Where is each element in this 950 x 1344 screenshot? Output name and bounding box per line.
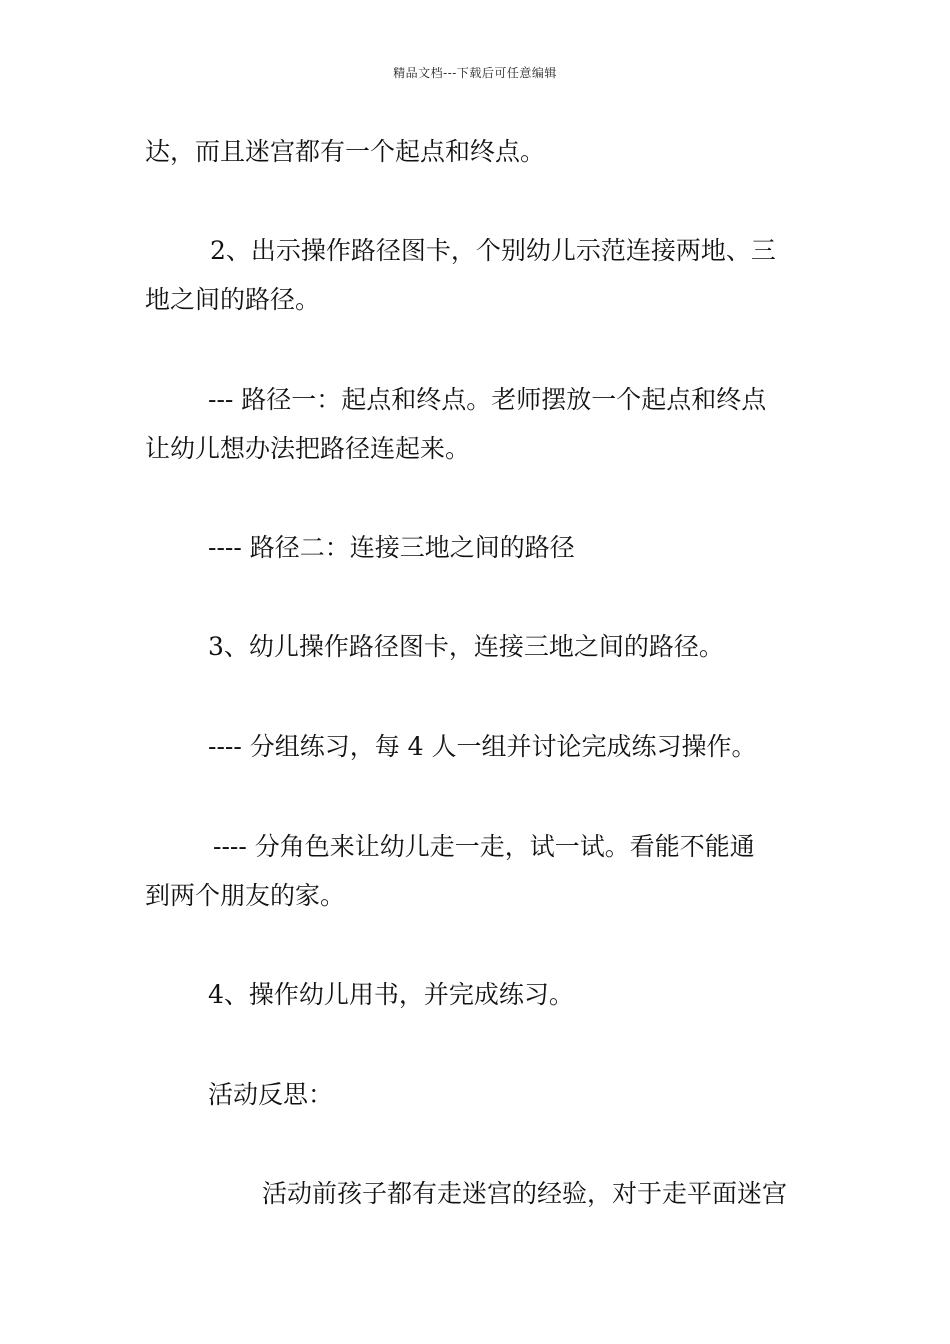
page-header: 精品文档---下载后可任意编辑 — [393, 66, 557, 80]
paragraph-line: ---- 分角色来让幼儿走一走，试一试。看能不能通 — [213, 832, 755, 861]
section-heading: 活动反思： — [208, 1080, 334, 1109]
paragraph-line: 到两个朋友的家。 — [145, 881, 346, 910]
paragraph-line: 活动前孩子都有走迷宫的经验，对于走平面迷宫 — [262, 1179, 788, 1208]
paragraph-line: ---- 路径二：连接三地之间的路径 — [208, 533, 575, 562]
paragraph-line: 地之间的路径。 — [145, 285, 321, 314]
paragraph-line: 3、幼儿操作路径图卡，连接三地之间的路径。 — [208, 632, 724, 661]
paragraph-line: --- 路径一：起点和终点。老师摆放一个起点和终点 — [208, 385, 767, 414]
paragraph-line: 让幼儿想办法把路径连起来。 — [145, 434, 471, 463]
paragraph-line: 4、操作幼儿用书，并完成练习。 — [208, 980, 574, 1009]
paragraph-line: 达，而且迷宫都有一个起点和终点。 — [145, 137, 546, 166]
paragraph-line: ---- 分组练习，每 4 人一组并讨论完成练习操作。 — [208, 732, 757, 761]
paragraph-line: 2、出示操作路径图卡，个别幼儿示范连接两地、三 — [210, 236, 776, 265]
